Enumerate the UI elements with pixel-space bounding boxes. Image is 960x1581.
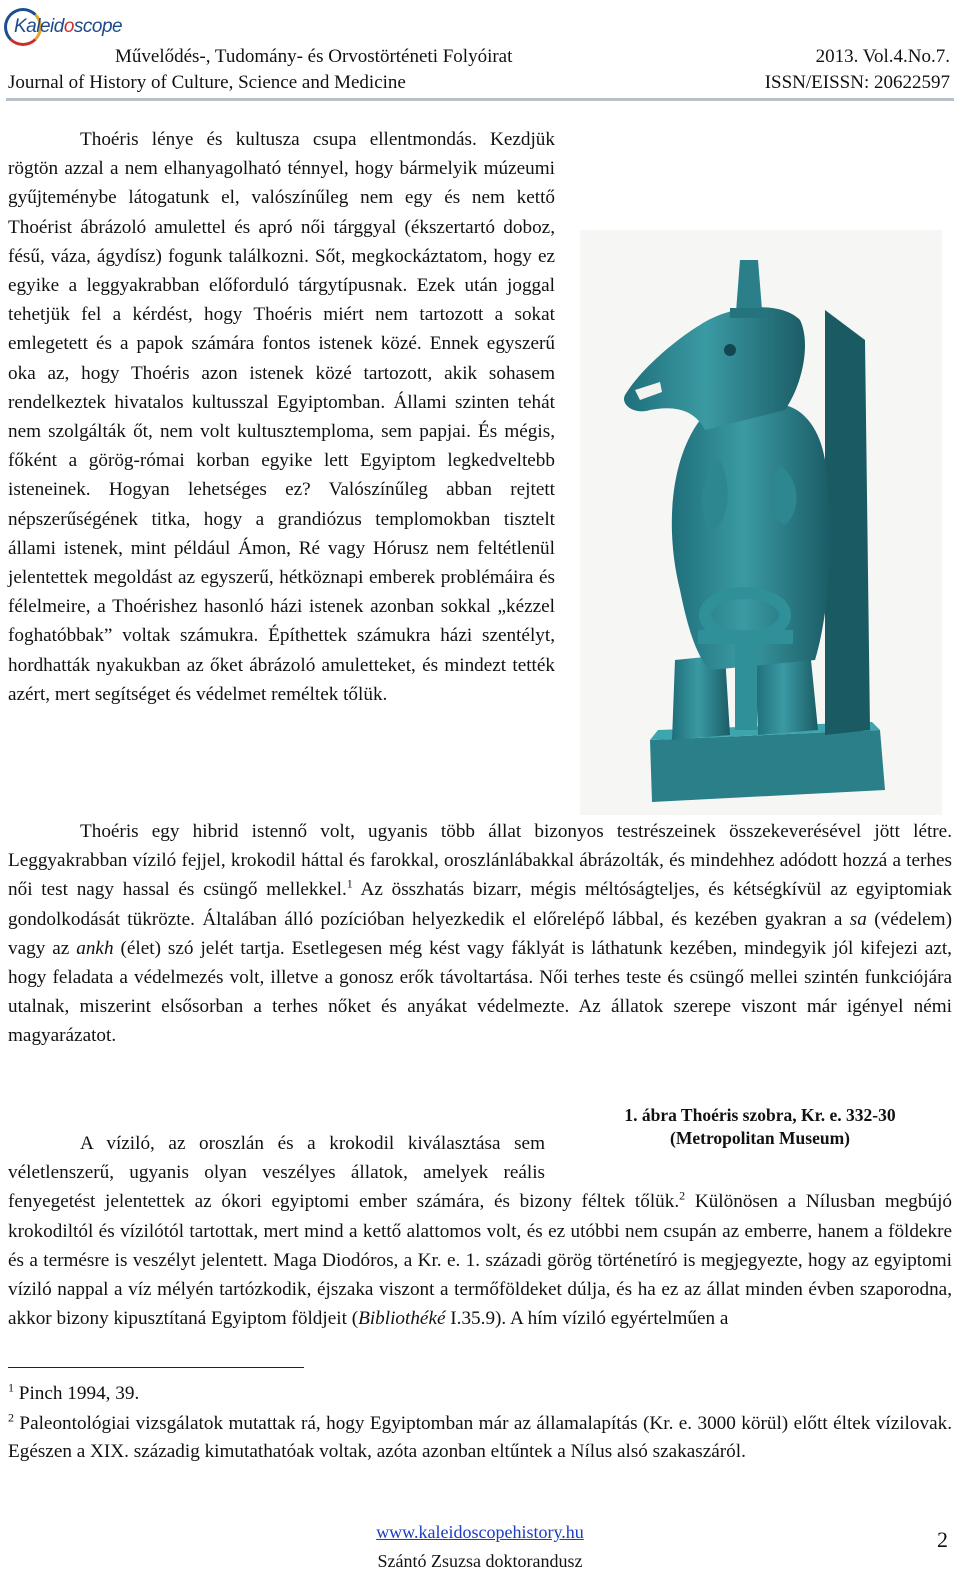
footnote-ref-1[interactable]: 1 (346, 877, 353, 892)
figure-caption-line2: (Metropolitan Museum) (670, 1128, 850, 1148)
page-number: 2 (937, 1527, 948, 1552)
caption-spacer (557, 1129, 952, 1160)
issn: ISSN/EISSN: 20622597 (764, 72, 950, 93)
footnote-1: $^1$ Pinch 1994, 39. (8, 1380, 140, 1404)
footer-author: Szántó Zsuzsa doktorandusz (377, 1551, 583, 1571)
footnote-divider (8, 1367, 304, 1368)
footnote-ref-2[interactable]: 2 (679, 1189, 686, 1204)
journal-title-en: Journal of History of Culture, Science and Medicine (8, 72, 406, 93)
footnote-2: $^2$ Paleontológiai vizsgálatok mutattak rá, hogy Egyiptomban már az államalapítás (Kr. e. 3000 körül) előtt éltek vízilovak. Egészen a XIX. századig kimutathatóak voltak, azóta azonban eltűntek a Nílus alsó szakaszáról. (8, 1410, 952, 1462)
header-divider (6, 98, 954, 101)
journal-logo (4, 8, 124, 48)
paragraph-1: Thoéris lénye és kultusza csupa ellentmondás. Kezdjük rögtön azzal a nem elhanyagolható ténnyel, hogy bármelyik múzeumi gyűjteménybe látogatunk el, valószínűleg nem egy és nem kettő Thoérist ábrázoló amulettel és apró női tárggyal (ékszertartó doboz, fésű, váza, ágydísz) fogunk találkozni. Sőt, megkockáztatom, hogy ez egyike a leggyakrabban előforduló tárgytípusnak. Ezek után joggal tehetjük fel a kérdést, hogy Thoéris miért nem tartozott a sokat emlegetett és a papok számára fontos istenek közé. Ennek egyszerű oka az, hogy Thoéris azon istenek közé tartozott, akik sohasem rendelkeztek hivatalos kultusszal Egyiptomban. Állami szinten tehát nem szolgálták őt, nem volt kultusztemploma, sem papjai. És mégis, főként a görög-római korban egyike lett Egyiptom legkedveltebb isteneinek. Hogyan lehetséges ez? Valószínűleg abban rejtett népszerűségének titka, hogy a grandiózus templomokban tisztelt állami istenek, mint például Ámon, Ré vagy Hórusz nem feltétlenül jelentettek megoldást az egyszerű, hétköznapi emberek problémáira és félelmeire, a Thoérishez hasonló házi istenek azonban sokkal „kézzel foghatóbbak” voltak számukra. Építhettek számukra házi szentélyt, hordhatták nyakukban az őket ábrázoló amuletteket, és mindezt tették azért, mert segítséget és védelmet reméltek tőlük. (8, 125, 952, 709)
footer-website-link[interactable]: www.kaleidoscopehistory.hu (376, 1522, 584, 1542)
paragraph-3: A víziló, az oroszlán és a krokodil kiválasztása sem véletlenszerű, ugyanis olyan veszélyes állatok, amelyek reális fenyegetést jelentettek az ókori egyiptomi ember számára, és bizony féltek tőlük.$^2$ Különösen a Nílusban megbújó krokodiltól és vízilótól tartottak, mert mind a kettő alattomos volt, és ez utóbbi nem csupán az emberre, hanem a földekre és a termésre is veszélyt jelentett. Maga Diodóros, a Kr. e. 1. századi görög történetíró is megjegyezte, hogy az egyiptomi víziló nappal a víz mélyén tartózkodik, éjszaka viszont a termőföldeket dúlja, és ha ez az állat minden évben szaporodna, akkor bizony kipusztítaná Egyiptom földjeit (Bibliothéké I.35.9). A hím víziló egyértelműen a (8, 1129, 952, 1333)
thoeris-statue-figure (580, 230, 942, 815)
issue-number: 2013. Vol.4.No.7. (815, 46, 950, 67)
thoeris-statue-icon (580, 230, 942, 815)
logo-text: Kaleidoscope (14, 16, 123, 37)
paragraph-2: Thoéris egy hibrid istennő volt, ugyanis több állat bizonyos testrészeinek összekeverésével jött létre. Leggyakrabban víziló fejjel, krokodil háttal és farokkal, oroszlánlábakkal ábrázolták, és mindehhez adódott hozzá a terhes női test nagy hassal és csüngő mellekkel.$^1$ Az összhatás bizarr, mégis méltóságteljes, és kétségkívül az egyiptomiak gondolkodását tükrözte. Általában álló pozícióban helyezkedik el előrelépő lábbal, és kezében gyakran a sa (védelem) vagy az ankh (élet) szó jelét tartja. Esetlegesen még kést vagy fáklyát is láthatunk kezében, mindegyik jól kifejezi azt, hogy feladata a védelmezés volt, illetve a gonosz erők távoltartása. Női terhes teste és csüngő mellei szintén funkciójára utalnak, miszerint elsősorban a terhes nőket és anyákat védelmezte. Az állatok szerepe viszont már igényel némi magyarázatot. (8, 821, 952, 1047)
journal-title-hu: Művelődés-, Tudomány- és Orvostörténeti Folyóirat (115, 46, 513, 67)
figure-caption-line1: 1. ábra Thoéris szobra, Kr. e. 332-30 (624, 1105, 896, 1125)
